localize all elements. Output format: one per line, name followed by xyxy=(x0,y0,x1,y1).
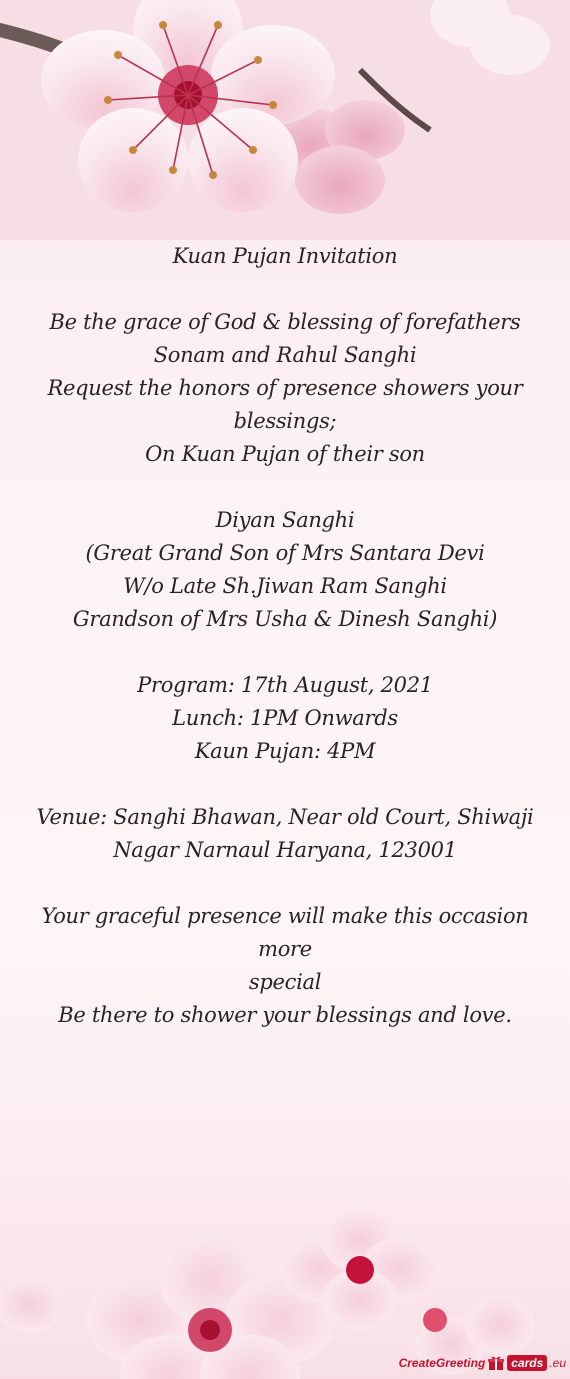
venue-line: Venue: Sanghi Bhawan, Near old Court, Shiwaji xyxy=(36,805,534,829)
brand-name-part2: cards xyxy=(507,1355,547,1371)
hosts-name: Sonam and Rahul Sanghi xyxy=(153,343,417,367)
text-line: On Kuan Pujan of their son xyxy=(145,442,425,466)
text-line: Be the grace of God & blessing of forefathers xyxy=(49,310,521,334)
gift-icon xyxy=(487,1355,505,1371)
brand-logo xyxy=(399,1355,566,1371)
text-line: Be there to shower your blessings and love. xyxy=(58,1003,512,1027)
bottom-blossom-illustration xyxy=(0,1195,570,1379)
text-line: special xyxy=(248,970,322,994)
invitation-title: Kuan Pujan Invitation xyxy=(172,244,398,268)
child-name: Diyan Sanghi xyxy=(215,508,355,532)
text-line: W/o Late Sh.Jiwan Ram Sanghi xyxy=(123,574,447,598)
top-blossom-illustration xyxy=(0,0,570,240)
text-line: (Great Grand Son of Mrs Santara Devi xyxy=(85,541,485,565)
lunch-time: Lunch: 1PM Onwards xyxy=(172,706,398,730)
brand-tld: .eu xyxy=(549,1356,566,1370)
brand-name-part1: CreateGreeting xyxy=(398,1356,486,1370)
invitation-text xyxy=(20,240,550,1032)
text-line: Your graceful presence will make this occasion more xyxy=(41,904,529,961)
pujan-time: Kaun Pujan: 4PM xyxy=(194,739,376,763)
text-line: Request the honors of presence showers your xyxy=(47,376,523,400)
text-line: blessings; xyxy=(233,409,337,433)
text-line: Grandson of Mrs Usha & Dinesh Sanghi) xyxy=(72,607,498,631)
venue-line: Nagar Narnaul Haryana, 123001 xyxy=(113,838,457,862)
program-date: Program: 17th August, 2021 xyxy=(137,673,433,697)
